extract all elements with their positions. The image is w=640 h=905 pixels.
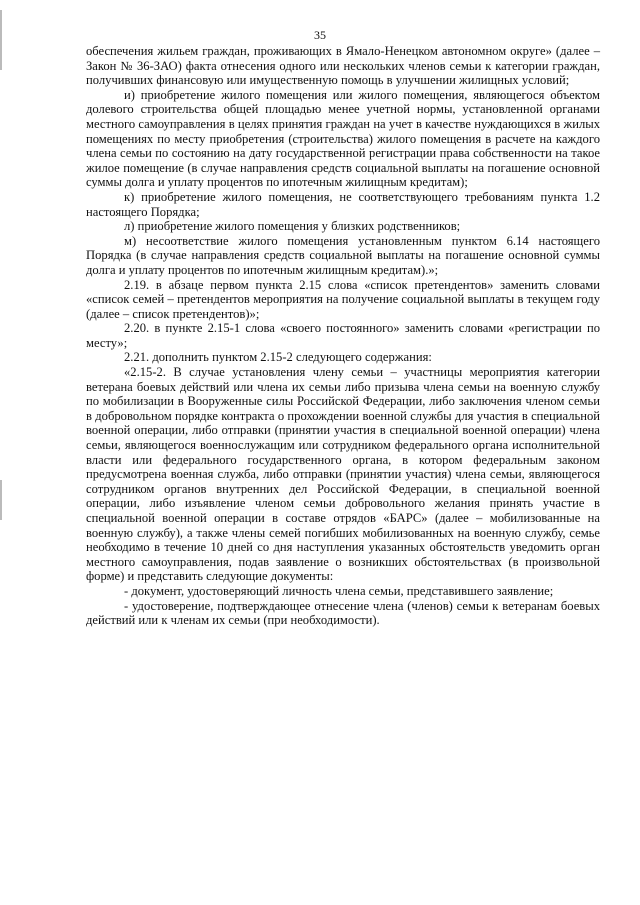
paragraph-2-20: 2.20. в пункте 2.15-1 слова «своего постоянного» заменить словами «регистрации по месту»; — [86, 321, 600, 350]
paragraph-document-list-item-1: - документ, удостоверяющий личность члена семьи, представившего заявление; — [124, 583, 554, 598]
document-body — [86, 44, 600, 628]
page-number: 35 — [314, 28, 326, 42]
scan-edge-mark — [0, 10, 2, 70]
paragraph-2-19: 2.19. в абзаце первом пункта 2.15 слова «список претендентов» заменить словами «список семей – претендентов мероприятия на получение социальной выплаты в текущем году (далее – список претендентов)»; — [86, 277, 600, 321]
paragraph-2-15-2: «2.15-2. В случае установления члену семьи – участницы мероприятия категории ветерана боевых действий или члена их семьи либо призыва члена семьи на военную службу по мобилизации в Вооруженные силы Российской Федерации, либо заключения членом семьи в добровольном порядке контракта о прохождении военной службы для участия в специальной военной операции, либо отправки (принятии участия в специальной военной операции) члена семьи, являющегося военнослужащим или сотрудником федерального органа исполнительной власти или федерального государственного органа, в котором федеральным законом предусмотрена военная служба, либо отправки (принятии участия) члена семьи, являющегося сотрудником органов внутренних дел Российской Федерации, в специальной военной операции, либо изъявление членом семьи добровольного желания принять участие в специальной военной операции в составе отрядов «БАРС» (далее – мобилизованные на военную службу), а также члены семей погибших мобилизованных на военную службу, семье необходимо в течение 10 дней со дня наступления указанных обстоятельств уведомить орган местного самоуправления, подав заявление о возникших обстоятельствах (в произвольной форме) и представить следующие документы: — [86, 365, 600, 584]
paragraph-item-l: л) приобретение жилого помещения у близких родственников; — [124, 219, 461, 234]
paragraph-item-k: к) приобретение жилого помещения, не соответствующего требованиям пункта 1.2 настоящего Порядка; — [86, 189, 600, 219]
paragraph-item-m: м) несоответствие жилого помещения установленным пунктом 6.14 настоящего Порядка (в случае направления средств социальной выплаты на погашение основной суммы долга и уплату процентов по ипотечным жилищным кредитам).»; — [86, 233, 600, 277]
scan-edge-mark — [0, 480, 2, 520]
paragraph-2-21: 2.21. дополнить пунктом 2.15-2 следующего содержания: — [124, 350, 432, 365]
paragraph-document-list-item-2: - удостоверение, подтверждающее отнесение члена (членов) семьи к ветеранам боевых действий или к членам их семьи (при необходимости). — [86, 598, 600, 628]
paragraph-item-i: и) приобретение жилого помещения или жилого помещения, являющегося объектом долевого строительства общей площадью менее учетной нормы, установленной органами местного самоуправления в целях принятия граждан на учет в качестве нуждающихся в жилых помещениях по месту приобретения (строительства) жилого помещения в расчете на каждого члена семьи по состоянию на дату государственной регистрации права собственности на такое жилое помещение (в случае направления средств социальной выплаты на погашение основной суммы долга и уплату процентов по ипотечным жилищным кредитам); — [86, 87, 600, 190]
paragraph-intro-continuation: обеспечения жильем граждан, проживающих в Ямало-Ненецком автономном округе» (далее – Закон № 36-ЗАО) факта отнесения одного или нескольких членов семьи к категории граждан, получивших финансовую или имущественную помощь в улучшении жилищных условий; — [86, 44, 600, 88]
